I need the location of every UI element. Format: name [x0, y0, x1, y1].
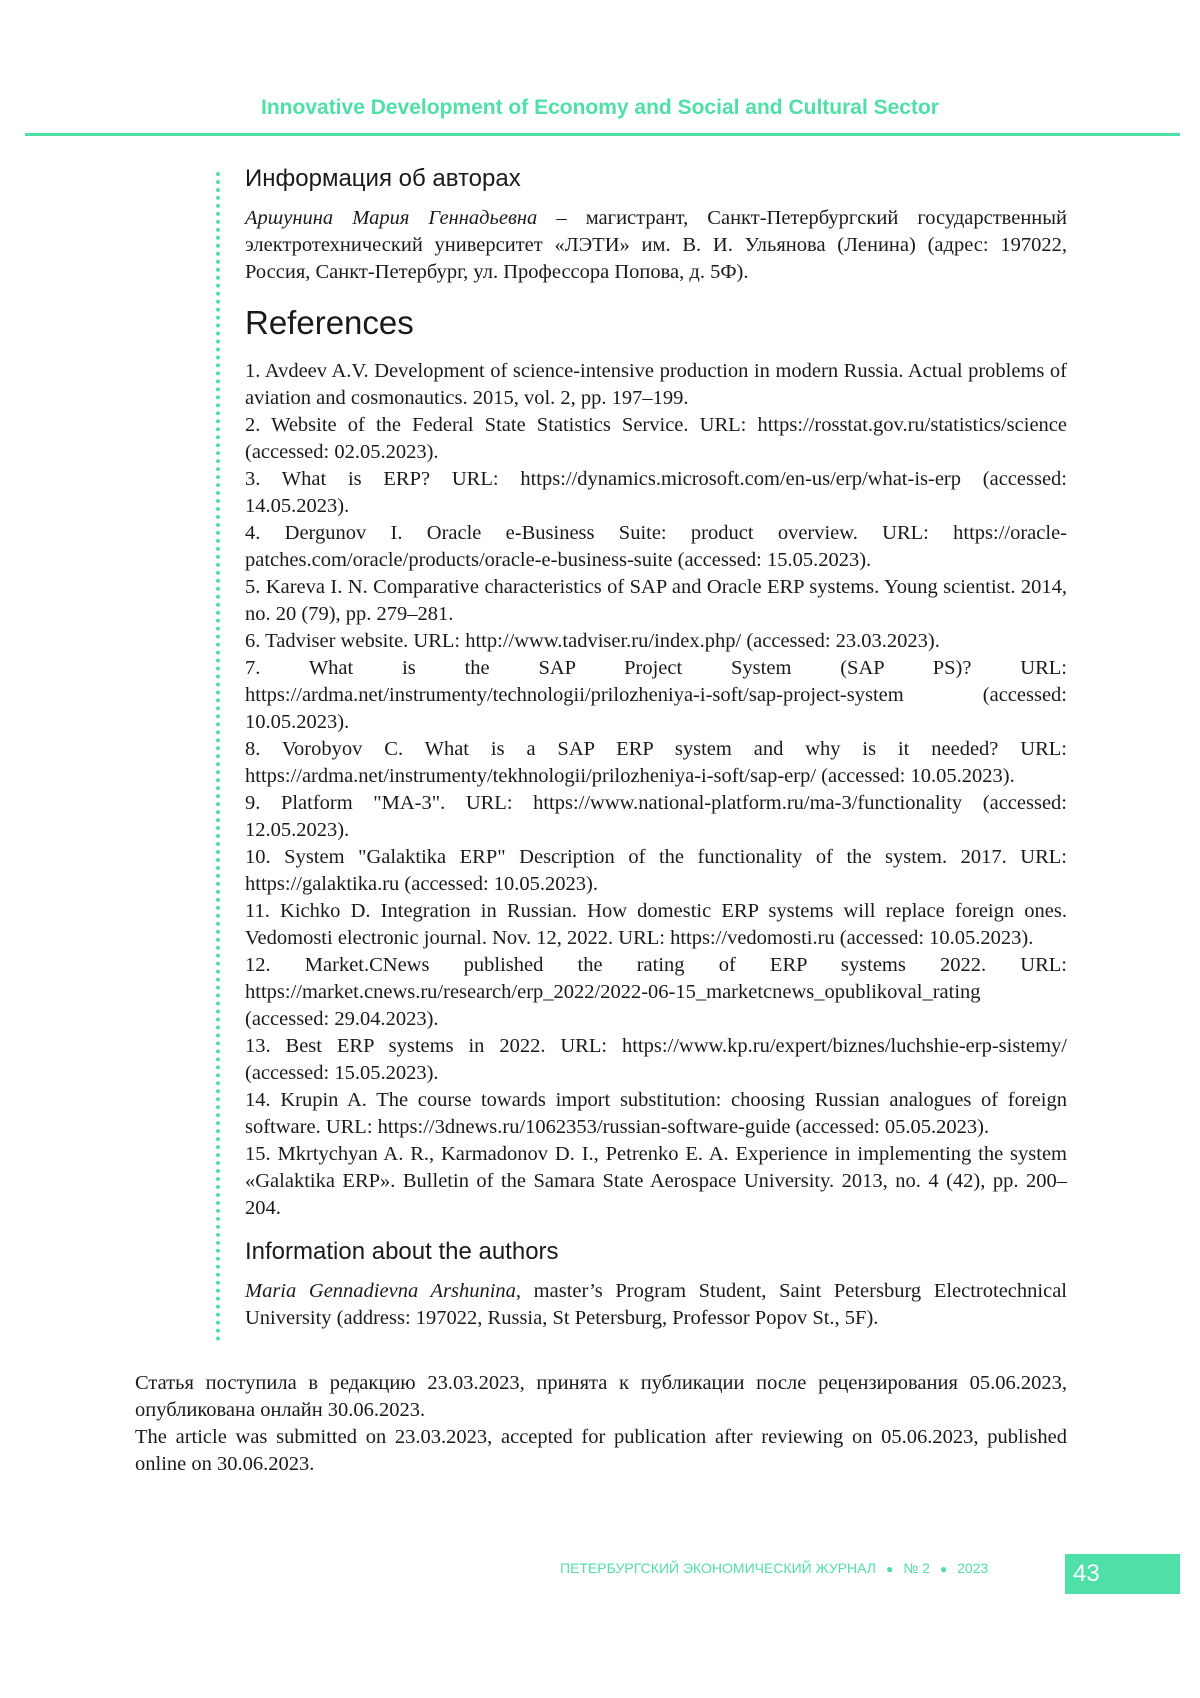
reference-item: 7. What is the SAP Project System (SAP PS)? URL: https://ardma.net/instrumenty/technologii/prilozheniya-i-soft/sap-project-system (accessed: 10.05.2023).: [245, 657, 1067, 733]
reference-item: 4. Dergunov I. Oracle e-Business Suite: product overview. URL: https://oracle-patches.com/oracle/products/oracle-e-business-suite (accessed: 15.05.2023).: [245, 522, 1067, 571]
reference-item: 12. Market.CNews published the rating of ERP systems 2022. URL: https://market.cnews.ru/research/erp_2022/2022-06-15_marketcnews_opublikoval_rating (accessed: 29.04.2023).: [245, 954, 1067, 1030]
running-header: Innovative Development of Economy and Social and Cultural Sector: [261, 96, 939, 119]
author-name-ru: Аршунина Мария Геннадьевна: [245, 207, 538, 229]
journal-title: ПЕТЕРБУРГСКИЙ ЭКОНОМИЧЕСКИЙ ЖУРНАЛ: [560, 1560, 876, 1576]
references-list: [245, 358, 1067, 1222]
authors-ru-heading: Информация об авторах: [245, 165, 521, 192]
dotted-margin-line: [216, 172, 220, 1342]
submission-en: The article was submitted on 23.03.2023, accepted for publication after reviewing on 05.06.2023, published online on 30.06.2023.: [135, 1426, 1067, 1475]
bullet-icon: ●: [886, 1562, 894, 1576]
reference-item: 8. Vorobyov C. What is a SAP ERP system and why is it needed? URL: https://ardma.net/instrumenty/tekhnologii/prilozheniya-i-soft/sap-erp/ (accessed: 10.05.2023).: [245, 738, 1067, 787]
submission-ru: Статья поступила в редакцию 23.03.2023, принята к публикации после рецензирования 05.06.2023, опубликована онлайн 30.06.2023.: [135, 1372, 1067, 1421]
page-number: 43: [1065, 1554, 1180, 1594]
issue-year: 2023: [957, 1560, 989, 1576]
author-name-en: Maria Gennadievna Arshunina: [245, 1280, 516, 1302]
reference-item: 14. Krupin A. The course towards import substitution: choosing Russian analogues of foreign software. URL: https://3dnews.ru/1062353/russian-software-guide (accessed: 05.05.2023).: [245, 1089, 1067, 1138]
reference-item: 10. System "Galaktika ERP" Description of the functionality of the system. 2017. URL: https://galaktika.ru (accessed: 10.05.2023).: [245, 846, 1067, 895]
author-info-ru: – магистрант, Санкт-Петербургский государственный электротехнический университет «ЛЭТИ» им. В. И. Ульянова (Ленина) (адрес: 197022, Россия, Санкт-Петербург, ул. Профессора Попова, д. 5Ф).: [245, 207, 1068, 283]
reference-item: 9. Platform "MA-3". URL: https://www.national-platform.ru/ma-3/functionality (accessed: 12.05.2023).: [245, 792, 1067, 841]
main-content: [245, 165, 1067, 1332]
header-divider: [25, 133, 1180, 136]
authors-en-paragraph: [245, 1278, 1067, 1332]
reference-item: 6. Tadviser website. URL: http://www.tadviser.ru/index.php/ (accessed: 23.03.2023).: [245, 630, 940, 652]
issue-number: № 2: [903, 1560, 930, 1576]
submission-info: [135, 1370, 1067, 1478]
bullet-icon: ●: [939, 1562, 948, 1576]
reference-item: 13. Best ERP systems in 2022. URL: https://www.kp.ru/expert/biznes/luchshie-erp-sistemy/ (accessed: 15.05.2023).: [245, 1035, 1067, 1084]
reference-item: 15. Mkrtychyan A. R., Karmadonov D. I., Petrenko E. A. Experience in implementing the system «Galaktika ERP». Bulletin of the Samara State Aerospace University. 2013, no. 4 (42), pp. 200–204.: [245, 1143, 1067, 1219]
references-heading: References: [245, 304, 414, 341]
authors-en-heading: Information about the authors: [245, 1238, 559, 1265]
reference-item: 11. Kichko D. Integration in Russian. How domestic ERP systems will replace foreign ones. Vedomosti electronic journal. Nov. 12, 2022. URL: https://vedomosti.ru (accessed: 10.05.2023).: [245, 900, 1067, 949]
author-info-en: , master’s Program Student, Saint Petersburg Electrotechnical University (address: 197022, Russia, St Petersburg, Professor Popov St., 5F).: [245, 1280, 1067, 1329]
reference-item: 3. What is ERP? URL: https://dynamics.microsoft.com/en-us/erp/what-is-erp (accessed: 14.05.2023).: [245, 468, 1067, 517]
reference-item: 2. Website of the Federal State Statistics Service. URL: https://rosstat.gov.ru/statistics/science (accessed: 02.05.2023).: [245, 414, 1067, 463]
journal-footer: [560, 1560, 1060, 1576]
authors-ru-paragraph: [245, 205, 1067, 286]
reference-item: 5. Kareva I. N. Comparative characteristics of SAP and Oracle ERP systems. Young scientist. 2014, no. 20 (79), pp. 279–281.: [245, 576, 1067, 625]
reference-item: 1. Avdeev A.V. Development of science-intensive production in modern Russia. Actual problems of aviation and cosmonautics. 2015, vol. 2, pp. 197–199.: [245, 360, 1067, 409]
